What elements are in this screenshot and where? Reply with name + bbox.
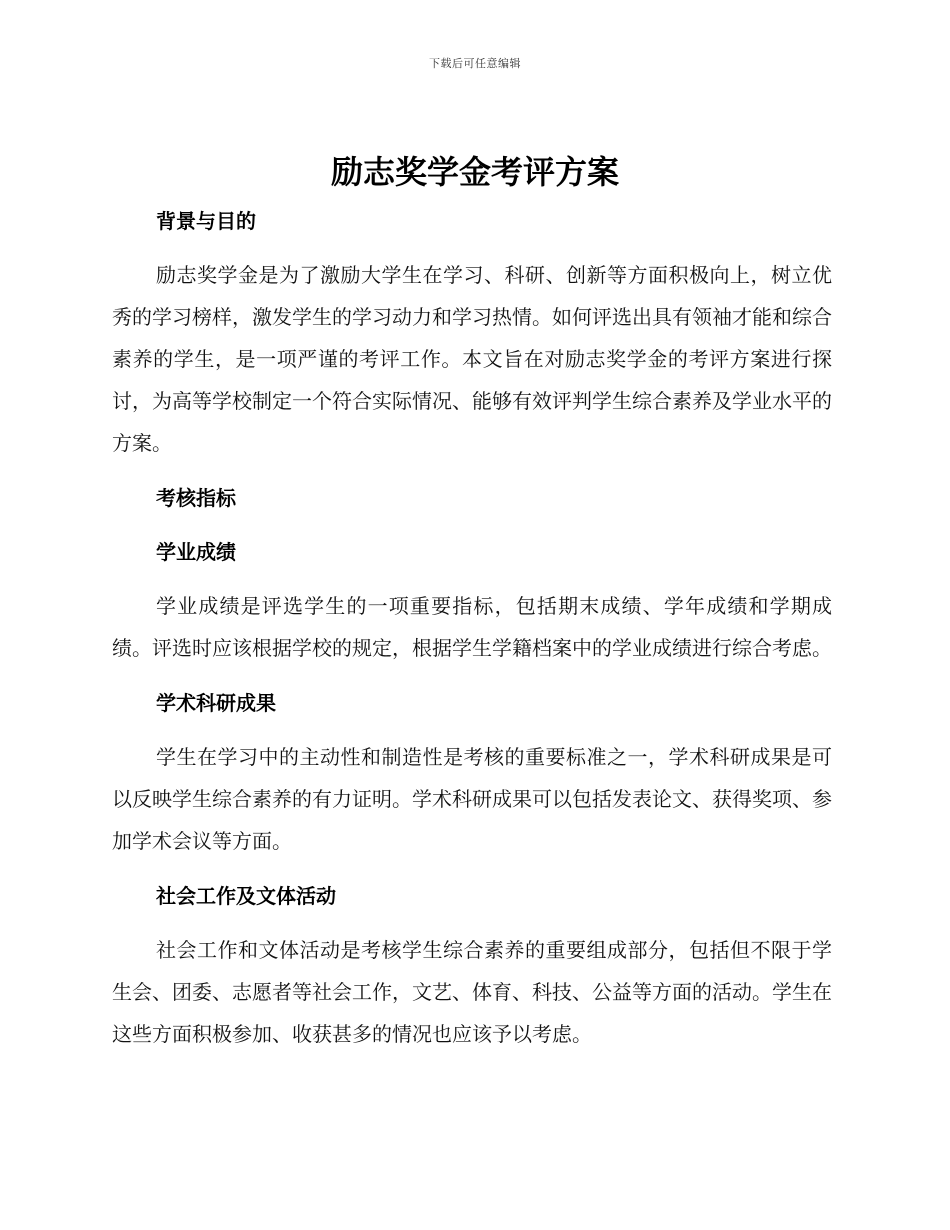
document-body xyxy=(112,200,832,1055)
spacer xyxy=(112,917,832,929)
paragraph-academic: 学业成绩是评选学生的一项重要指标，包括期末成绩、学年成绩和学期成绩。评选时应该根据学校的规定，根据学生学籍档案中的学业成绩进行综合考虑。 xyxy=(112,594,832,660)
paragraph-background: 励志奖学金是为了激励大学生在学习、科研、创新等方面积极向上，树立优秀的学习榜样，激发学生的学习动力和学习热情。如何评选出具有领袖才能和综合素养的学生，是一项严谨的考评工作。本文旨在对励志奖学金的考评方案进行探讨，为高等学校制定一个符合实际情况、能够有效评判学生综合素养及学业水平的方案。 xyxy=(112,263,832,455)
section-heading-academic: 学业成绩 xyxy=(156,540,236,564)
page-header: 下载后可任意编辑 xyxy=(429,57,521,70)
paragraph-social: 社会工作和文体活动是考核学生综合素养的重要组成部分，包括但不限于学生会、团委、志愿者等社会工作，文艺、体育、科技、公益等方面的活动。学生在这些方面积极参加、收获甚多的情况也应该予以考虑。 xyxy=(112,938,832,1046)
spacer xyxy=(112,573,832,585)
document-title: 励志奖学金考评方案 xyxy=(330,153,619,191)
section-heading-research: 学术科研成果 xyxy=(156,691,276,715)
paragraph-research: 学生在学习中的主动性和制造性是考核的重要标准之一，学术科研成果是可以反映学生综合素养的有力证明。学术科研成果可以包括发表论文、获得奖项、参加学术会议等方面。 xyxy=(112,745,832,853)
spacer xyxy=(112,862,832,875)
section-heading-background: 背景与目的 xyxy=(156,209,256,233)
spacer xyxy=(112,464,832,477)
spacer xyxy=(112,669,832,682)
spacer xyxy=(112,519,832,531)
section-heading-social: 社会工作及文体活动 xyxy=(156,884,336,908)
spacer xyxy=(112,242,832,254)
spacer xyxy=(112,724,832,736)
section-heading-criteria: 考核指标 xyxy=(156,486,236,510)
